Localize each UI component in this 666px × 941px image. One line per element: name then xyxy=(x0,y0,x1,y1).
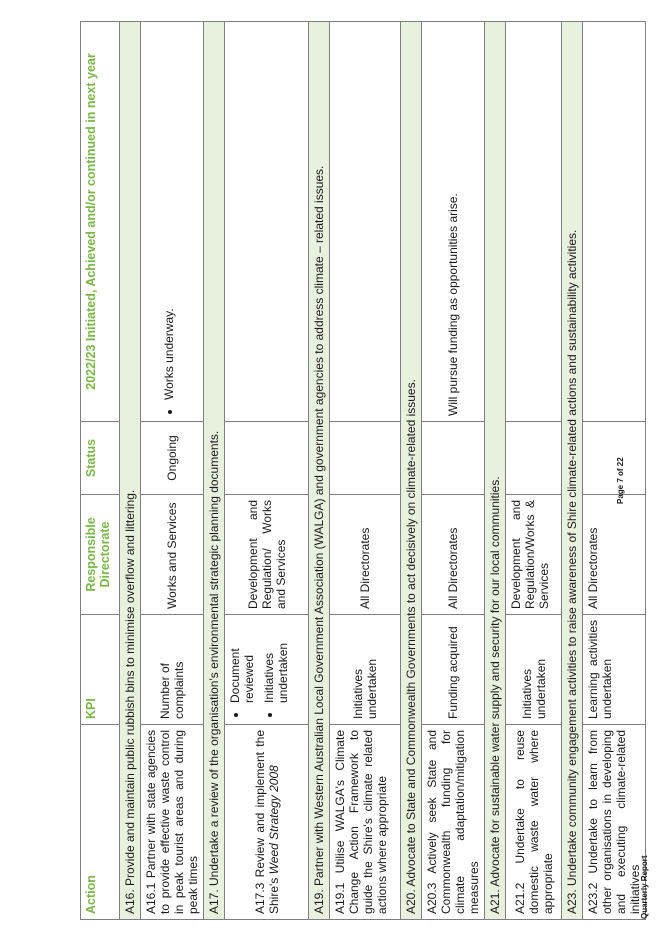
action-cell: A21.2 Undertake to reuse domestic waste water where appropriate xyxy=(506,725,562,920)
section-row-a21 xyxy=(485,22,506,920)
action-cell: A19.1 Utilise WALGA's Climate Change Action Framework to guide the Shire's climate related actions where appropriate xyxy=(330,725,401,920)
action-cell xyxy=(225,725,309,920)
comment-cell xyxy=(330,22,401,422)
table-row xyxy=(225,22,309,920)
kpi-cell: Number of complaints xyxy=(141,615,204,725)
comment-item: • Works underway. xyxy=(162,27,176,400)
kpi-cell: Initiatives undertaken xyxy=(506,615,562,725)
section-row-a20 xyxy=(401,22,422,920)
section-title: A23. Undertake community engagement activities to raise awareness of Shire climate-related actions and sustainability activities. xyxy=(562,22,583,920)
status-cell xyxy=(583,422,646,495)
kpi-cell: Learning activities undertaken xyxy=(583,615,646,725)
header-comment: 2022/23 Initiated, Achieved and/or continued in next year xyxy=(81,22,120,422)
action-italic-title: Weed Strategy 2008 xyxy=(266,765,281,875)
directorate-cell: All Directorates xyxy=(422,495,485,615)
directorate-cell: All Directorates xyxy=(330,495,401,615)
directorate-cell: Development and Regulation/ Works and Services xyxy=(225,495,309,615)
kpi-cell: Funding acquired xyxy=(422,615,485,725)
directorate-cell: All Directorates xyxy=(583,495,646,615)
table-row xyxy=(141,22,204,920)
kpi-cell xyxy=(225,615,309,725)
section-row-a16 xyxy=(120,22,141,920)
action-text: A17.3 Review and implement the Shire's xyxy=(252,730,281,914)
action-cell: A20.3 Actively seek State and Commonwealth funding for climate adaptation/mitigation measures xyxy=(422,725,485,920)
status-cell xyxy=(506,422,562,495)
section-row-a19 xyxy=(309,22,330,920)
footer-report-title: Quarterly Report xyxy=(640,855,649,919)
action-cell: A16.1 Partner with state agencies to provide effective waste control in peak tourist areas and during peak times xyxy=(141,725,204,920)
kpi-item: • Document reviewed xyxy=(228,620,256,703)
header-status: Status xyxy=(81,422,120,495)
status-cell xyxy=(422,422,485,495)
status-cell xyxy=(225,422,309,495)
status-cell: Ongoing xyxy=(141,422,204,495)
directorate-cell: Development and Regulation/Works & Services xyxy=(506,495,562,615)
section-row-a17 xyxy=(204,22,225,920)
section-row-a23 xyxy=(562,22,583,920)
table-row xyxy=(583,22,646,920)
comment-cell xyxy=(583,22,646,422)
status-cell xyxy=(330,422,401,495)
kpi-cell: Initiatives undertaken xyxy=(330,615,401,725)
footer-page-number: Page 7 of 22 xyxy=(616,457,625,504)
kpi-item: • Initiatives undertaken xyxy=(262,620,290,703)
section-title: A17. Undertake a review of the organisation's environmental strategic planning documents. xyxy=(204,22,225,920)
directorate-cell: Works and Services xyxy=(141,495,204,615)
section-title: A16. Provide and maintain public rubbish bins to minimise overflow and littering. xyxy=(120,22,141,920)
table-row xyxy=(506,22,562,920)
table-row xyxy=(330,22,401,920)
section-title: A20. Advocate to State and Commonwealth Governments to act decisively on climate-related issues. xyxy=(401,22,422,920)
comment-cell xyxy=(225,22,309,422)
comment-cell xyxy=(141,22,204,422)
action-cell: A23.2 Undertake to learn from other organisations in developing and executing climate-related initiatives xyxy=(583,725,646,920)
header-directorate: Responsible Directorate xyxy=(81,495,120,615)
section-title: A21. Advocate for sustainable water supply and security for our local communities. xyxy=(485,22,506,920)
table-row xyxy=(422,22,485,920)
comment-cell xyxy=(506,22,562,422)
action-plan-table xyxy=(80,21,646,920)
comment-list xyxy=(162,27,176,416)
header-kpi: KPI xyxy=(81,615,120,725)
header-action: Action xyxy=(81,725,120,920)
table-header-row xyxy=(81,22,120,920)
kpi-list xyxy=(228,620,290,719)
section-title: A19. Partner with Western Australian Local Government Association (WALGA) and government agencies to address climate – related issues. xyxy=(309,22,330,920)
comment-cell: Will pursue funding as opportunities arise. xyxy=(422,22,485,422)
